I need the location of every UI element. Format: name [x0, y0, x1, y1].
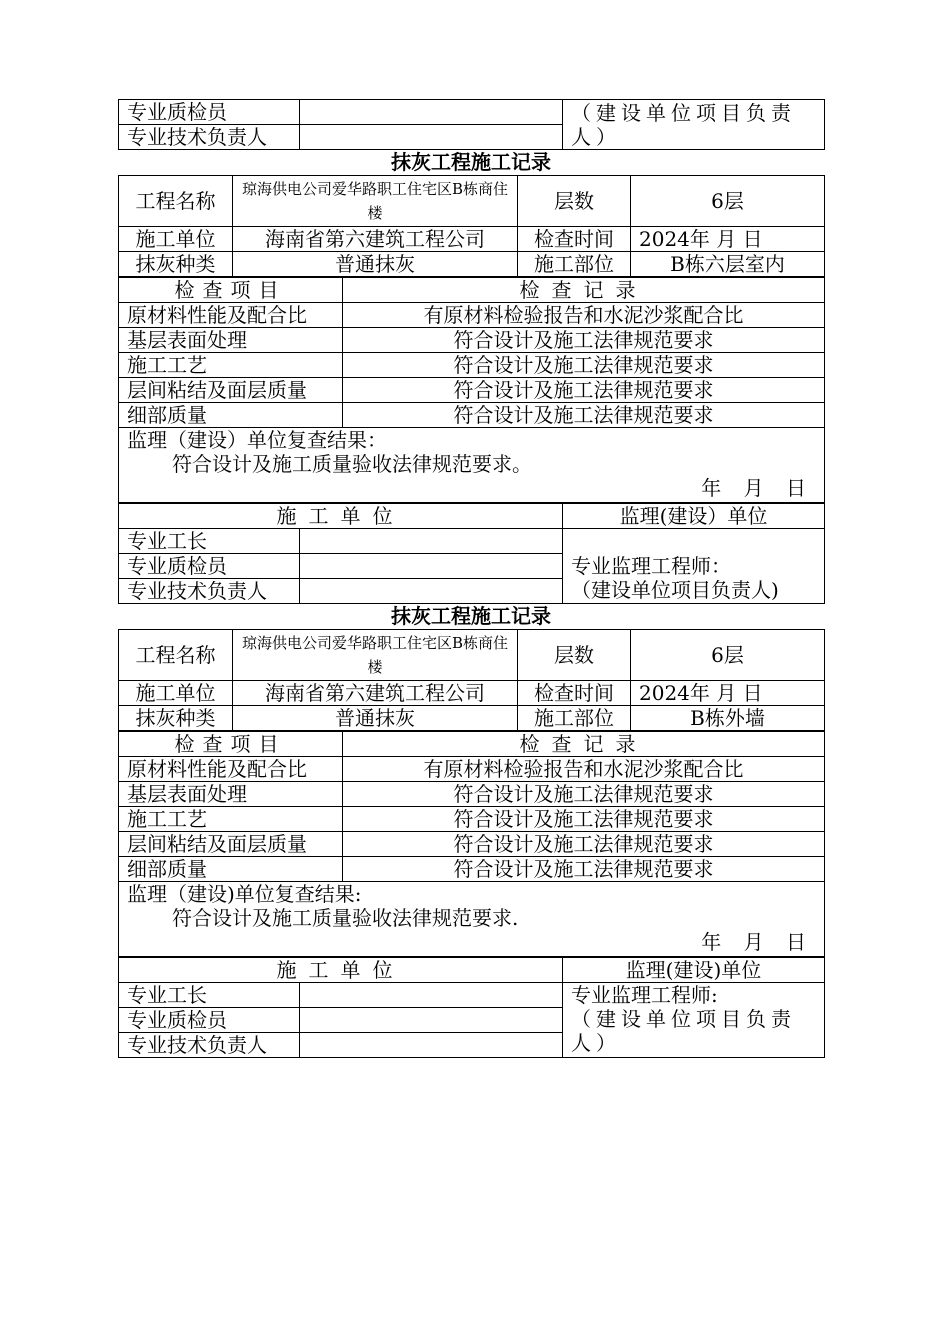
check-record: 符合设计及施工法律规范要求 — [343, 807, 825, 832]
record1-title: 抹灰工程施工记录 — [391, 150, 551, 174]
review-text: 符合设计及施工质量验收法律规范要求。 — [172, 452, 532, 476]
tech-lead-label: 专业技术负责人 — [119, 579, 300, 604]
review-text: 符合设计及施工质量验收法律规范要求. — [172, 906, 519, 930]
check-item: 层间粘结及面层质量 — [119, 832, 343, 857]
records-header: 检查记录 — [343, 732, 825, 757]
check-item: 基层表面处理 — [119, 782, 343, 807]
record2-sign-table — [118, 957, 825, 1058]
review-section — [119, 428, 825, 503]
top-fragment-table — [118, 99, 825, 150]
fragment-tech-value — [300, 125, 563, 150]
project-leader-label: （建设单位项目负责人） — [571, 1007, 796, 1055]
review-section — [119, 882, 825, 957]
foreman-signature — [300, 529, 563, 554]
check-time-label: 检查时间 — [518, 227, 631, 252]
check-record: 符合设计及施工法律规范要求 — [343, 832, 825, 857]
record1-check-table — [118, 277, 825, 503]
project-leader-label: （建设单位项目负责人) — [571, 578, 779, 602]
location-value: B栋外墙 — [631, 706, 825, 731]
qc-inspector-signature — [300, 1008, 563, 1033]
review-date: 年 月 日 — [701, 930, 814, 954]
check-record: 符合设计及施工法律规范要求 — [343, 782, 825, 807]
record2-check-table — [118, 731, 825, 957]
supervisor-signature-box — [563, 983, 825, 1058]
foreman-signature — [300, 983, 563, 1008]
foreman-label: 专业工长 — [119, 529, 300, 554]
project-name-label: 工程名称 — [119, 630, 233, 681]
plaster-type-label: 抹灰种类 — [119, 252, 233, 277]
review-date: 年 月 日 — [701, 476, 814, 500]
builder-unit-header: 施工单位 — [119, 504, 563, 529]
floors-value: 6层 — [631, 630, 825, 681]
document-page — [118, 99, 824, 1058]
check-record: 符合设计及施工法律规范要求 — [343, 353, 825, 378]
check-record: 符合设计及施工法律规范要求 — [343, 328, 825, 353]
location-value: B栋六层室内 — [631, 252, 825, 277]
supervisor-unit-header: 监理(建设)单位 — [563, 958, 825, 983]
builder-value: 海南省第六建筑工程公司 — [233, 227, 518, 252]
check-record: 有原材料检验报告和水泥沙浆配合比 — [343, 757, 825, 782]
fragment-qc-label: 专业质检员 — [119, 100, 300, 125]
supervisor-signature-box — [563, 529, 825, 604]
record2-title: 抹灰工程施工记录 — [391, 604, 551, 628]
foreman-label: 专业工长 — [119, 983, 300, 1008]
record1-header-table — [118, 175, 825, 277]
check-item: 基层表面处理 — [119, 328, 343, 353]
check-item: 细部质量 — [119, 857, 343, 882]
check-time-label: 检查时间 — [518, 681, 631, 706]
check-record: 符合设计及施工法律规范要求 — [343, 857, 825, 882]
check-time-value: 2024年 月 日 — [631, 227, 825, 252]
plaster-type-value: 普通抹灰 — [233, 252, 518, 277]
floors-label: 层数 — [518, 176, 631, 227]
tech-lead-label: 专业技术负责人 — [119, 1033, 300, 1058]
qc-inspector-label: 专业质检员 — [119, 1008, 300, 1033]
review-label: 监理（建设）单位复查结果： — [127, 428, 387, 452]
record1-sign-table — [118, 503, 825, 604]
supervisor-engineer-label: 专业监理工程师: — [571, 983, 718, 1007]
tech-lead-signature — [300, 1033, 563, 1058]
location-label: 施工部位 — [518, 706, 631, 731]
project-name-label: 工程名称 — [119, 176, 233, 227]
check-item: 施工工艺 — [119, 807, 343, 832]
builder-unit-header: 施工单位 — [119, 958, 563, 983]
check-item: 原材料性能及配合比 — [119, 303, 343, 328]
check-record: 符合设计及施工法律规范要求 — [343, 378, 825, 403]
builder-value: 海南省第六建筑工程公司 — [233, 681, 518, 706]
fragment-qc-value — [300, 100, 563, 125]
location-label: 施工部位 — [518, 252, 631, 277]
fragment-tech-label: 专业技术负责人 — [119, 125, 300, 150]
floors-label: 层数 — [518, 630, 631, 681]
tech-lead-signature — [300, 579, 563, 604]
fragment-right-text: （建设单位项目负责人） — [563, 100, 825, 150]
check-item: 施工工艺 — [119, 353, 343, 378]
records-header: 检查记录 — [343, 278, 825, 303]
check-item: 原材料性能及配合比 — [119, 757, 343, 782]
qc-inspector-label: 专业质检员 — [119, 554, 300, 579]
check-item: 细部质量 — [119, 403, 343, 428]
supervisor-engineer-label: 专业监理工程师： — [571, 554, 731, 578]
builder-label: 施工单位 — [119, 227, 233, 252]
floors-value: 6层 — [631, 176, 825, 227]
record2-header-table — [118, 629, 825, 731]
items-header: 检查项目 — [119, 732, 343, 757]
project-name-value: 琼海供电公司爱华路职工住宅区B栋商住楼 — [233, 176, 518, 227]
check-record: 符合设计及施工法律规范要求 — [343, 403, 825, 428]
plaster-type-label: 抹灰种类 — [119, 706, 233, 731]
supervisor-unit-header: 监理(建设）单位 — [563, 504, 825, 529]
check-item: 层间粘结及面层质量 — [119, 378, 343, 403]
builder-label: 施工单位 — [119, 681, 233, 706]
review-label: 监理（建设)单位复查结果: — [127, 882, 362, 906]
project-name-value: 琼海供电公司爱华路职工住宅区B栋商住楼 — [233, 630, 518, 681]
items-header: 检查项目 — [119, 278, 343, 303]
plaster-type-value: 普通抹灰 — [233, 706, 518, 731]
check-time-value: 2024年 月 日 — [631, 681, 825, 706]
qc-inspector-signature — [300, 554, 563, 579]
check-record: 有原材料检验报告和水泥沙浆配合比 — [343, 303, 825, 328]
